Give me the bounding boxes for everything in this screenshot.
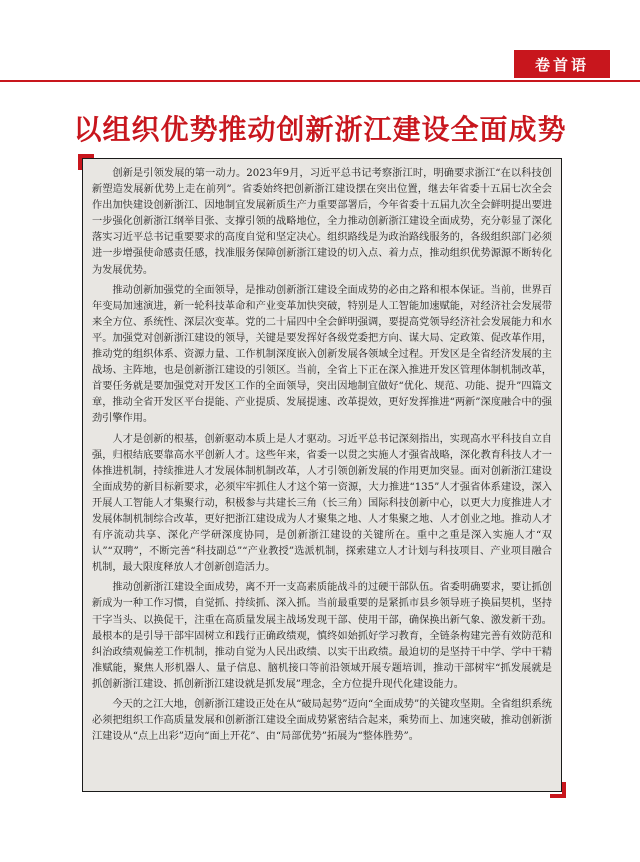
article-body [92, 166, 552, 782]
section-tab: 卷首语 [514, 50, 610, 78]
paragraph: 推动创新加强党的全面领导，是推动创新浙江建设全面成势的必由之路和根本保证。当前，世界百年变局加速演进，新一轮科技革命和产业变革加快突破，特别是人工智能加速赋能，对经济社会发展带来全方位、系统性、深层次变革。党的二十届四中全会鲜明强调，要提高党领导经济社会发展能力和水平。加强党对创新浙江建设的领导，关键是要发挥好各级党委把方向、谋大局、定政策、促改革作用，推动党的组织体系、资源力量、工作机制深度嵌入创新发展各领域全过程。开发区是全省经济发展的主战场、主阵地，也是创新浙江建设的引领区。当前，全省上下正在深入推进开发区管理体制机制改革，首要任务就是要加强党对开发区工作的全面领导，突出因地制宜做好“优化、规范、功能、提升”四篇文章，推动全省开发区平台提能、产业提质、发展提速、改革提效，更好发挥推进“两新”深度融合中的强劲引擎作用。 [92, 284, 552, 425]
corner-accent-bottom-right [550, 782, 566, 798]
paragraph: 创新是引领发展的第一动力。2023年9月，习近平总书记考察浙江时，明确要求浙江“在以科技创新塑造发展新优势上走在前列”。省委始终把创新浙江建设摆在突出位置，继去年省委十五届七次全会作出加快建设创新浙江、因地制宜发展新质生产力重要部署后，今年省委十五届九次全会鲜明提出要进一步强化创新浙江纲举目张、支撑引领的战略地位，全力推动创新浙江建设全面成势，充分彰显了深化落实习近平总书记重要要求的高度自觉和坚定决心。组织路线是为政治路线服务的，各级组织部门必须进一步增强使命感责任感，找准服务保障创新浙江建设的切入点、着力点，推动组织优势源源不断转化为发展优势。 [92, 168, 552, 276]
paragraph: 推动创新浙江建设全面成势，离不开一支高素质能战斗的过硬干部队伍。省委明确要求，要让抓创新成为一种工作习惯，自觉抓、持续抓、深入抓。当前最重要的是紧抓市县乡领导班子换届契机，坚持干字当头、以换促干，注重在高质量发展主战场发现干部、使用干部，确保换出新气象、激发新干劲。最根本的是引导干部牢固树立和践行正确政绩观，慎终如始抓好学习教育，全链条构建完善有效防范和纠治政绩观偏差工作机制，推动自觉为人民出政绩、以实干出政绩。最迫切的是坚持干中学、学中干精准赋能，聚焦人形机器人、量子信息、脑机接口等前沿领域开展专题培训，推动干部树牢“抓发展就是抓创新浙江建设、抓创新浙江建设就是抓发展”理念，全方位提升现代化建设能力。 [92, 582, 552, 690]
header-rule [0, 80, 640, 82]
article-title: 以组织优势推动创新浙江建设全面成势 [73, 113, 567, 146]
paragraph: 今天的之江大地，创新浙江建设正处在从“破局起势”迈向“全面成势”的关键攻坚期。全省组织系统必须把组织工作高质量发展和创新浙江建设全面成势紧密结合起来，乘势而上、加速突破，推动创新浙江建设从“点上出彩”迈向“面上开花”、由“局部优势”拓展为“整体胜势”。 [92, 699, 552, 743]
paragraph: 人才是创新的根基，创新驱动本质上是人才驱动。习近平总书记深刻指出，实现高水平科技自立自强，归根结底要靠高水平创新人才。这些年来，省委一以贯之实施人才强省战略，深化教育科技人才一体推进机制，持续推进人才发展体制机制改革，人才引领创新发展的作用更加突显。面对创新浙江建设全面成势的新目标新要求，必须牢牢抓住人才这个第一资源，大力推进“135”人才强省体系建设，深入开展人工智能人才集聚行动，积极参与共建长三角（长三角）国际科技创新中心，以更大力度推进人才发展体制机制综合改革，更好把浙江建设成为人才聚集之地、人才集聚之地、人才创业之地。推动人才有序流动共享、深化产学研深度协同，是创新浙江建设的关键所在。重中之重是深入实施人才“双认”“双聘”，不断完善“科技副总”“产业教授”选派机制，探索建立人才计划与科技项目、产业项目融合机制，最大限度释放人才创新创造活力。 [92, 433, 552, 574]
